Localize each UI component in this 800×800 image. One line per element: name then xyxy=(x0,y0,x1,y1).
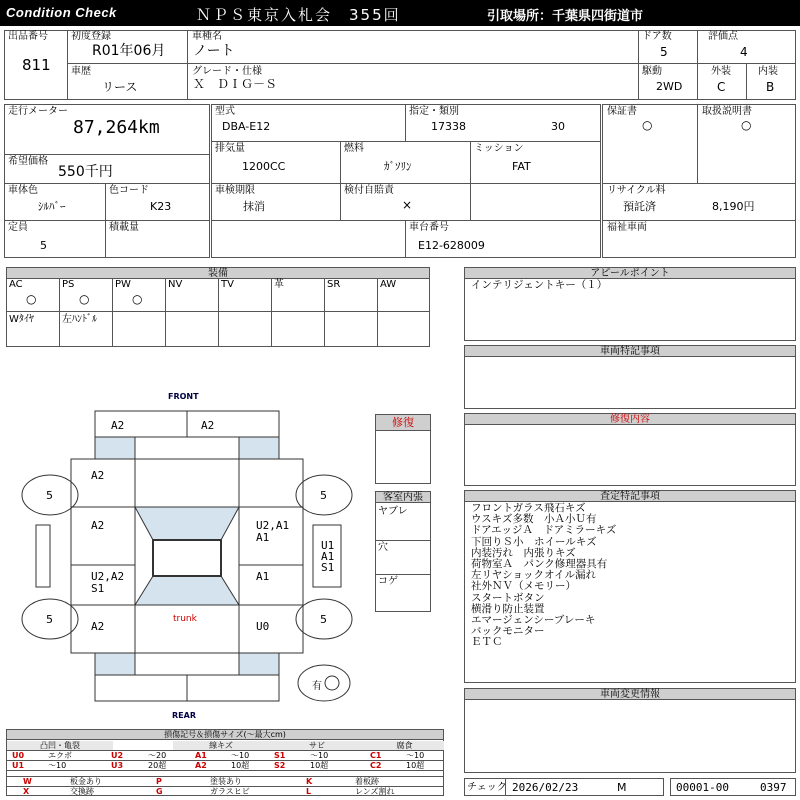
tire-front-right: 5 xyxy=(320,489,327,502)
price-value: 550千円 xyxy=(58,164,113,180)
legend-code: A1 xyxy=(195,751,207,760)
warranty-value: ○ xyxy=(642,118,653,132)
manual-label: 取扱説明書 xyxy=(702,106,752,117)
legend-code: U0 xyxy=(12,751,25,760)
mark-quarter-right: U0 xyxy=(256,620,270,633)
legend-head: サビ xyxy=(269,741,365,750)
chassis-label: 車台番号 xyxy=(409,222,449,233)
inspector-note: スタートボタン xyxy=(471,591,545,604)
score-value: 4 xyxy=(740,45,748,59)
check-label: チェック xyxy=(467,782,507,793)
interior-burn: コゲ xyxy=(378,576,398,587)
mark-roof-right: U1 A1 S1 xyxy=(321,539,335,574)
color-label: 車体色 xyxy=(8,185,38,196)
tire-rear-left: 5 xyxy=(46,613,53,626)
inspection-label: 車検期限 xyxy=(215,185,255,196)
legend-text: エクボ xyxy=(48,751,72,760)
grade-label: グレード・仕様 xyxy=(192,66,262,77)
recycle-fee: 8,190円 xyxy=(712,200,755,213)
legend-code: X xyxy=(23,787,30,796)
chassis-value: E12-628009 xyxy=(418,239,485,252)
inspector-note: ドアエッジＡ ドアミラーキズ xyxy=(471,524,617,537)
recycle-label: リサイクル料 xyxy=(607,185,666,196)
inspector-note: ＥＴＣ xyxy=(471,636,503,649)
warranty-label: 保証書 xyxy=(607,106,637,117)
legend-code: G xyxy=(156,787,163,796)
category-value: 30 xyxy=(551,120,565,133)
mark-door-front-right: U2,A1 A1 xyxy=(256,519,290,544)
legend-text: 〜10 xyxy=(310,751,329,760)
inspector-note: エマージェンシーブレーキ xyxy=(471,614,596,626)
equipment-value: ○ xyxy=(132,292,143,306)
legend-text: 塗装あり xyxy=(210,777,242,786)
legend-title: 損傷記号＆損傷サイズ(〜最大cm) xyxy=(7,730,443,740)
mark-door-front-left: A2 xyxy=(91,519,105,532)
model-label: 型式 xyxy=(215,106,235,117)
history-value: リース xyxy=(102,80,138,94)
inspector-note: 下回りＳ小 ホイールキズ xyxy=(471,535,597,548)
mileage-label: 走行メーター xyxy=(8,106,68,117)
inspector-note: 荷物室Ａ パンク修理器具有 xyxy=(471,558,608,570)
legend-code: C1 xyxy=(370,751,382,760)
legend-code: L xyxy=(306,787,312,796)
colorcode-value: K23 xyxy=(150,200,172,213)
capacity-label: 定員 xyxy=(8,222,28,233)
equipment-label: PW xyxy=(115,279,131,290)
manual-value: ○ xyxy=(741,118,752,132)
legend-head: 線キズ xyxy=(173,741,269,750)
legend-code: U1 xyxy=(12,761,25,770)
equipment-value: ○ xyxy=(79,292,90,306)
capacity-value: 5 xyxy=(40,239,47,252)
footer-serial: 0397 xyxy=(760,781,787,794)
designation-label: 指定・類別 xyxy=(409,106,459,117)
inspector-note: フロントガラス飛石キズ xyxy=(471,502,586,514)
inspector-title: 査定特記事項 xyxy=(465,491,795,502)
mark-bumper-front-right: A2 xyxy=(201,419,215,432)
legend-code: W xyxy=(23,777,32,786)
int-value: B xyxy=(766,80,775,94)
equipment-label: PS xyxy=(62,279,75,290)
doors-label: ドア数 xyxy=(642,31,672,42)
model-value: DBA-E12 xyxy=(222,120,271,133)
right-info-frame xyxy=(602,104,796,258)
insurance-label: 検付自賠責 xyxy=(344,185,394,196)
legend-code: U3 xyxy=(111,761,124,770)
price-label: 希望価格 xyxy=(8,156,48,167)
legend-code: A2 xyxy=(195,761,207,770)
reg-label: 初度登録 xyxy=(71,31,111,42)
rear-label: REAR xyxy=(172,711,196,720)
vehicle-name: ノート xyxy=(193,43,235,59)
designation-value: 17338 xyxy=(431,120,466,133)
colorcode-label: 色コード xyxy=(109,185,149,196)
inspector-note: ウスキズ多数 小Ａ小Ｕ有 xyxy=(471,513,597,526)
equipment-label: TV xyxy=(221,279,234,290)
mark-fender-front-left: A2 xyxy=(91,469,105,482)
int-label: 内装 xyxy=(758,66,778,77)
change-title: 車両変更情報 xyxy=(465,689,795,700)
equipment-value: ○ xyxy=(26,292,37,306)
reg-date: R01年06月 xyxy=(92,43,166,59)
legend-code: S1 xyxy=(274,751,286,760)
history-label: 車歴 xyxy=(71,66,91,77)
equipment-title: 装備 xyxy=(7,268,429,279)
tire-front-left: 5 xyxy=(46,489,53,502)
equipment-extra: 左ﾊﾝﾄﾞﾙ xyxy=(62,314,97,325)
legend-text: 10超 xyxy=(406,761,425,770)
equipment-label: 革 xyxy=(274,279,284,290)
legend-code: P xyxy=(156,777,162,786)
legend-text: 交換跡 xyxy=(70,787,94,796)
recycle-status: 預託済 xyxy=(623,200,656,213)
drive-value: 2WD xyxy=(656,80,683,93)
drive-label: 駆動 xyxy=(642,66,662,77)
color-value: ｼﾙﾊﾞｰ xyxy=(38,200,66,213)
grade-value: Ｘ ＤＩＧ－Ｓ xyxy=(193,77,278,91)
repair-title: 修復 xyxy=(376,415,430,431)
displacement-value: 1200CC xyxy=(242,160,286,173)
equipment-label: AC xyxy=(9,279,23,290)
load-label: 積載量 xyxy=(109,222,139,233)
fuel-label: 燃料 xyxy=(344,143,364,154)
insurance-value: × xyxy=(402,198,413,212)
legend-head: 凸凹・亀裂 xyxy=(7,741,113,750)
legend-text: 〜10 xyxy=(48,761,67,770)
legend-code: C2 xyxy=(370,761,382,770)
mark-bumper-front-left: A2 xyxy=(111,419,125,432)
welfare-label: 福祉車両 xyxy=(607,222,647,233)
brand-title: Condition Check xyxy=(6,5,117,20)
inspector-note: 横滑り防止装置 xyxy=(471,602,545,615)
repair-content-title: 修復内容 xyxy=(465,414,795,425)
spare-tire-label: 有 xyxy=(312,681,322,692)
equipment-label: AW xyxy=(380,279,397,290)
ext-label: 外装 xyxy=(711,66,731,77)
special-title: 車両特記事項 xyxy=(465,346,795,357)
tire-rear-right: 5 xyxy=(320,613,327,626)
legend-text: 〜10 xyxy=(406,751,425,760)
auction-title: ＮＰＳ東京入札会 355回 xyxy=(196,6,401,24)
pickup-location: 引取場所：千葉県四街道市 xyxy=(487,9,644,24)
name-label: 車種名 xyxy=(192,31,222,42)
mark-quarter-left: A2 xyxy=(91,620,105,633)
legend-text: 着板跡 xyxy=(355,777,379,786)
mark-door-rear-right: A1 xyxy=(256,570,270,583)
lot-label: 出品番号 xyxy=(8,31,48,42)
appeal-text: インテリジェントキー（１） xyxy=(471,279,608,291)
legend-head: 腐食 xyxy=(365,741,444,750)
ext-value: C xyxy=(717,80,726,94)
legend-code: S2 xyxy=(274,761,286,770)
inspector-note: バックモニター xyxy=(471,625,545,638)
legend-text: 10超 xyxy=(231,761,250,770)
legend-text: 〜10 xyxy=(231,751,250,760)
equipment-label: SR xyxy=(327,279,341,290)
mission-label: ミッション xyxy=(474,143,524,154)
footer-code: 00001-00 xyxy=(676,781,729,794)
front-label: FRONT xyxy=(168,392,199,401)
mileage-value: 87,264km xyxy=(73,117,160,138)
check-date: 2026/02/23 xyxy=(512,781,579,794)
interior-hole: 穴 xyxy=(378,542,388,553)
legend-code: K xyxy=(306,777,313,786)
inspector-note: 左リヤショックオイル漏れ xyxy=(471,569,596,582)
fuel-value: ｶﾞｿﾘﾝ xyxy=(384,160,412,173)
legend-code: U2 xyxy=(111,751,124,760)
doors-value: 5 xyxy=(660,45,668,59)
appeal-title: アピールポイント xyxy=(465,268,795,279)
inspector-note: 社外ＮＶ（メモリー） xyxy=(471,580,576,593)
check-inspector: M xyxy=(617,781,627,794)
legend-text: 〜20 xyxy=(148,751,167,760)
mark-door-rear-left: U2,A2 S1 xyxy=(91,570,125,595)
legend-text: レンズ割れ xyxy=(355,787,395,796)
equipment-extra: Wﾀｲﾔ xyxy=(9,314,34,325)
legend-text: 板金あり xyxy=(70,777,102,786)
interior-tear: ヤブレ xyxy=(378,506,408,517)
equipment-label: NV xyxy=(168,279,183,290)
inspector-note: 内装汚れ 内張りキズ xyxy=(471,546,576,559)
displacement-label: 排気量 xyxy=(215,143,245,154)
legend-text: 20超 xyxy=(148,761,167,770)
interior-title: 客室内張 xyxy=(376,492,430,503)
mission-value: FAT xyxy=(512,160,531,173)
trunk-label: trunk xyxy=(173,614,197,624)
legend-text: 10超 xyxy=(310,761,329,770)
legend-text: ガラスヒビ xyxy=(210,787,250,796)
lot-number: 811 xyxy=(22,56,51,74)
inspection-value: 抹消 xyxy=(243,200,265,213)
score-label: 評価点 xyxy=(708,31,738,42)
